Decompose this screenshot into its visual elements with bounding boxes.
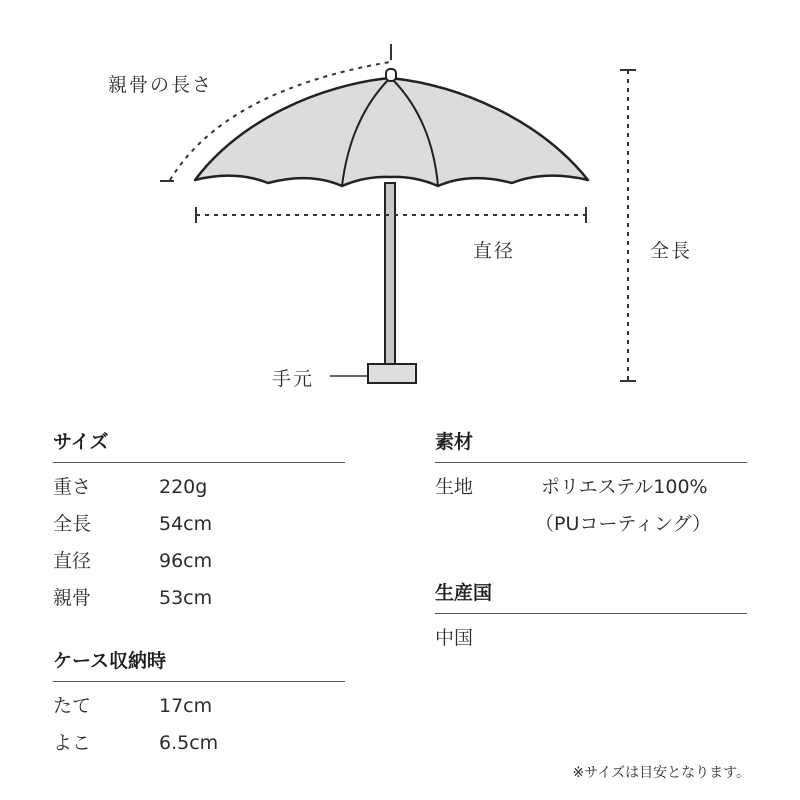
spec-value: ポリエステル100%: [541, 476, 708, 498]
origin-section-title: 生産国: [435, 582, 493, 604]
umbrella-tip: [386, 69, 396, 81]
spec-key: 重さ: [53, 476, 92, 498]
spec-value: 96cm: [159, 550, 213, 572]
umbrella-canopy: [195, 78, 588, 186]
spec-value: （PUコーティング）: [535, 513, 712, 535]
case-section: [53, 646, 345, 762]
material-spec-list: [435, 469, 747, 543]
spec-row-height: [53, 688, 345, 725]
spec-row-fabric: [435, 469, 747, 506]
origin-spec-list: [435, 620, 747, 657]
rib-length-label: 親骨の長さ: [108, 74, 214, 96]
case-spec-list: [53, 688, 345, 762]
material-section: [435, 427, 747, 543]
spec-row-country: [435, 620, 747, 657]
umbrella-handle: [368, 364, 416, 383]
material-section-divider: [435, 462, 747, 463]
size-section: [53, 427, 345, 617]
diameter-label: 直径: [473, 240, 516, 262]
spec-row-total-length: [53, 506, 345, 543]
size-section-title: サイズ: [53, 431, 109, 453]
spec-row-coating: [435, 506, 747, 543]
spec-row-diameter: [53, 543, 345, 580]
spec-value: 220g: [159, 476, 208, 498]
case-section-divider: [53, 681, 345, 682]
handle-label: 手元: [272, 368, 315, 390]
origin-section-divider: [435, 613, 747, 614]
spec-value: 17cm: [159, 695, 213, 717]
spec-key: よこ: [53, 732, 92, 754]
spec-key: 親骨: [53, 587, 92, 609]
spec-key: 直径: [53, 550, 92, 572]
size-disclaimer-note: ※サイズは目安となります。: [572, 765, 750, 781]
spec-value: 53cm: [159, 587, 213, 609]
material-section-title: 素材: [435, 431, 474, 453]
spec-row-weight: [53, 469, 345, 506]
total-length-label: 全長: [650, 240, 693, 262]
spec-value: 54cm: [159, 513, 213, 535]
spec-value: 6.5cm: [159, 732, 219, 754]
spec-key: たて: [53, 695, 92, 717]
spec-key: 全長: [53, 513, 92, 535]
umbrella-shaft: [385, 183, 395, 366]
size-spec-list: [53, 469, 345, 617]
case-section-title: ケース収納時: [53, 650, 167, 672]
spec-row-rib: [53, 580, 345, 617]
size-section-divider: [53, 462, 345, 463]
spec-row-width: [53, 725, 345, 762]
origin-section: [435, 578, 747, 657]
spec-key: 生地: [435, 476, 474, 498]
spec-key: 中国: [435, 627, 474, 649]
